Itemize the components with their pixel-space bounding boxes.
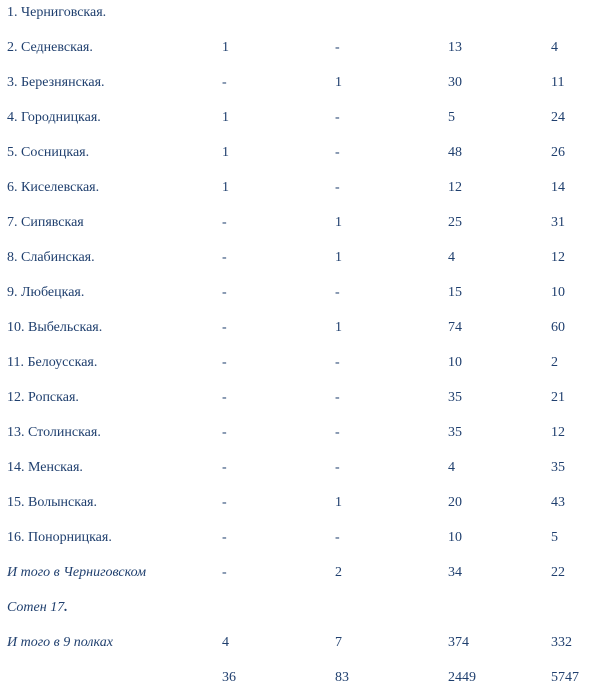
col1-value: 1 [222, 40, 229, 55]
col3-value: 374 [448, 635, 469, 650]
col2-value: - [335, 390, 340, 405]
col3-value: 13 [448, 40, 462, 55]
col1-value: - [222, 285, 227, 300]
row-name: 12. Ропская. [7, 390, 79, 405]
col2-value: - [335, 145, 340, 160]
col2-value: 1 [335, 320, 342, 335]
col3-value: 2449 [448, 670, 476, 685]
table-row [0, 455, 593, 490]
col3-value: 35 [448, 425, 462, 440]
col1-value: - [222, 355, 227, 370]
row-name: 4. Городницкая. [7, 110, 101, 125]
col3-value: 12 [448, 180, 462, 195]
row-name: 9. Любецкая. [7, 285, 85, 300]
col4-value: 332 [551, 635, 572, 650]
row-name: 11. Белоусская. [7, 355, 98, 370]
col4-value: 26 [551, 145, 565, 160]
row-name: 3. Березнянская. [7, 75, 105, 90]
col1-value: - [222, 460, 227, 475]
col2-value: 83 [335, 670, 349, 685]
col1-value: - [222, 390, 227, 405]
col4-value: 24 [551, 110, 565, 125]
col2-value: 7 [335, 635, 342, 650]
total-row-chernigov [0, 560, 593, 595]
row-name: 15. Волынская. [7, 495, 97, 510]
col3-value: 20 [448, 495, 462, 510]
table-row [0, 245, 593, 280]
row-name: 7. Сипявская [7, 215, 84, 230]
table-row [0, 105, 593, 140]
col4-value: 12 [551, 250, 565, 265]
col1-value: - [222, 250, 227, 265]
col3-value: 48 [448, 145, 462, 160]
row-name-wrapper [7, 600, 68, 616]
col1-value: 36 [222, 670, 236, 685]
col3-value: 25 [448, 215, 462, 230]
col1-value: 4 [222, 635, 229, 650]
col1-value: - [222, 425, 227, 440]
row-name: И того в Черниговском [7, 565, 147, 580]
col4-value: 43 [551, 495, 565, 510]
col4-value: 31 [551, 215, 565, 230]
col1-value: - [222, 75, 227, 90]
col2-value: - [335, 355, 340, 370]
col4-value: 21 [551, 390, 565, 405]
col4-value: 12 [551, 425, 565, 440]
col2-value: 1 [335, 75, 342, 90]
table-row [0, 35, 593, 70]
col4-value: 5747 [551, 670, 579, 685]
table-row [0, 70, 593, 105]
row-name: 10. Выбельская. [7, 320, 103, 335]
col4-value: 60 [551, 320, 565, 335]
row-name: 16. Понорницкая. [7, 530, 112, 545]
col3-value: 15 [448, 285, 462, 300]
col1-value: 1 [222, 110, 229, 125]
row-name: 5. Сосницкая. [7, 145, 90, 160]
col4-value: 14 [551, 180, 565, 195]
row-name: 13. Столинская. [7, 425, 101, 440]
row-name: И того в 9 полках [7, 635, 113, 650]
col1-value: - [222, 215, 227, 230]
row-name: 2. Седневская. [7, 40, 93, 55]
col3-value: 10 [448, 530, 462, 545]
col1-value: - [222, 530, 227, 545]
col4-value: 5 [551, 530, 558, 545]
col3-value: 4 [448, 250, 455, 265]
col3-value: 4 [448, 460, 455, 475]
col1-value: - [222, 565, 227, 580]
col4-value: 10 [551, 285, 565, 300]
col3-value: 34 [448, 565, 462, 580]
grand-total-row [0, 665, 593, 700]
table-row [0, 210, 593, 245]
table-row [0, 490, 593, 525]
col3-value: 74 [448, 320, 462, 335]
col3-value: 35 [448, 390, 462, 405]
row-name: 1. Черниговская. [7, 5, 107, 20]
total-row-9-regiments [0, 630, 593, 665]
col1-value: - [222, 320, 227, 335]
sotni-count-row [0, 595, 593, 630]
col3-value: 5 [448, 110, 455, 125]
col1-value: 1 [222, 180, 229, 195]
col2-value: - [335, 425, 340, 440]
table-row [0, 0, 593, 35]
col2-value: - [335, 180, 340, 195]
col2-value: - [335, 40, 340, 55]
row-name: Сотен 17 [7, 600, 65, 615]
col1-value: 1 [222, 145, 229, 160]
col2-value: - [335, 285, 340, 300]
col2-value: 1 [335, 495, 342, 510]
col2-value: - [335, 530, 340, 545]
col4-value: 35 [551, 460, 565, 475]
col2-value: 2 [335, 565, 342, 580]
col2-value: 1 [335, 250, 342, 265]
period-mark: . [64, 600, 68, 615]
col4-value: 4 [551, 40, 558, 55]
col2-value: - [335, 460, 340, 475]
table-row [0, 350, 593, 385]
table-row [0, 175, 593, 210]
col4-value: 22 [551, 565, 565, 580]
table-row [0, 525, 593, 560]
col2-value: - [335, 110, 340, 125]
row-name: 8. Слабинская. [7, 250, 95, 265]
col3-value: 30 [448, 75, 462, 90]
col2-value: 1 [335, 215, 342, 230]
col1-value: - [222, 495, 227, 510]
table-row [0, 385, 593, 420]
col4-value: 11 [551, 75, 565, 90]
table-row [0, 280, 593, 315]
row-name: 14. Менская. [7, 460, 83, 475]
table-row [0, 420, 593, 455]
col4-value: 2 [551, 355, 558, 370]
col3-value: 10 [448, 355, 462, 370]
row-name: 6. Киселевская. [7, 180, 100, 195]
table-row [0, 315, 593, 350]
table-row [0, 140, 593, 175]
